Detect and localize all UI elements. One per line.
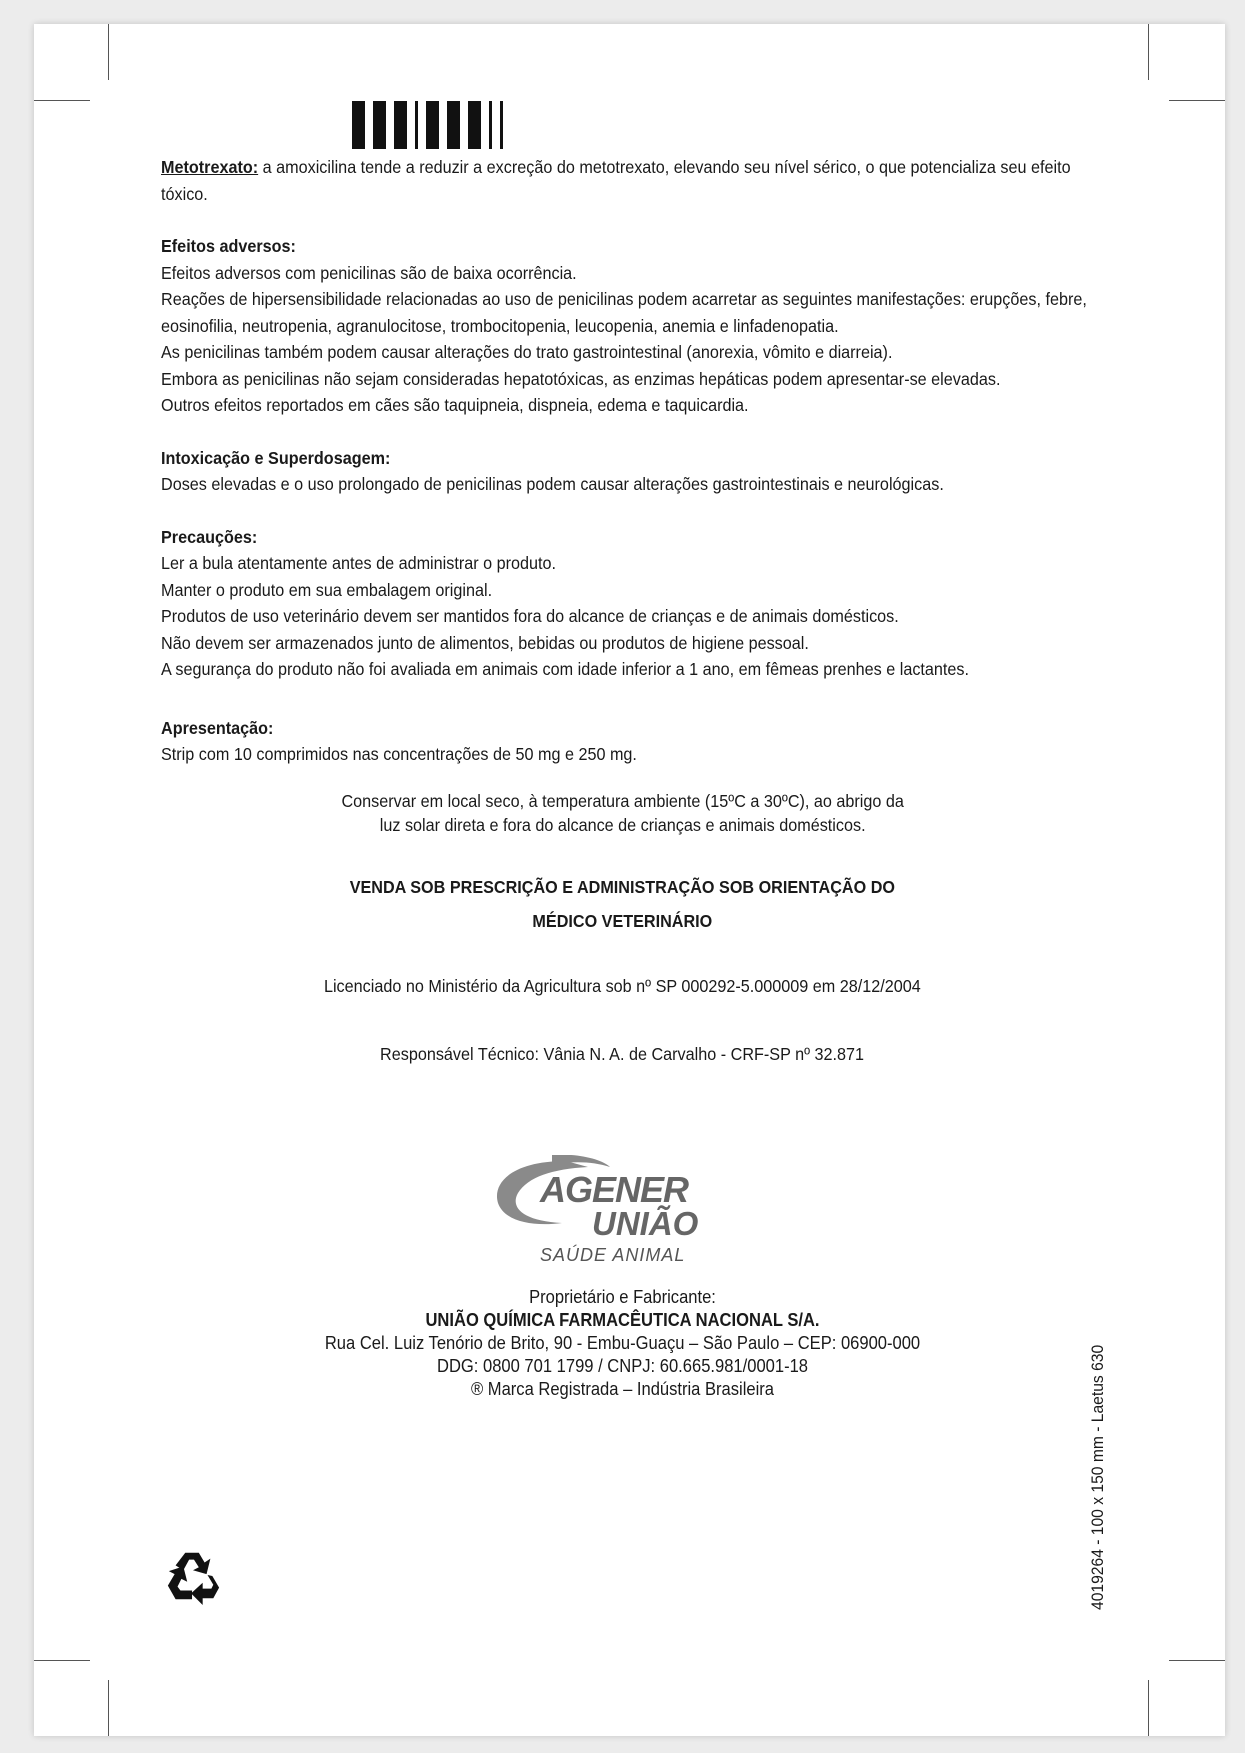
company-name: UNIÃO QUÍMICA FARMACÊUTICA NACIONAL S/A. (425, 1310, 820, 1330)
text-line: Não devem ser armazenados junto de alimentos, bebidas ou produtos de higiene pessoal. (161, 632, 809, 653)
crop-mark (1148, 24, 1149, 80)
print-spec-code: 4019264 - 100 x 150 mm - Laetus 630 (1088, 1344, 1107, 1610)
crop-mark (34, 1660, 90, 1661)
license-line: Licenciado no Ministério da Agricultura sob nº SP 000292-5.000009 em 28/12/2004 (324, 976, 921, 996)
logo-line-saude: SAÚDE ANIMAL (540, 1245, 686, 1265)
text-line: As penicilinas também podem causar alterações do trato gastrointestinal (anorexia, vômito e diarreia). (161, 342, 893, 362)
trademark-note: ® Marca Registrada – Indústria Brasileira (470, 1379, 775, 1399)
text-line: Doses elevadas e o uso prolongado de penicilinas podem causar alterações gastrointestinais e neurológicas. (161, 474, 944, 494)
metotrexato-label: Metotrexato: (161, 157, 259, 177)
text-line: A segurança do produto não foi avaliada em animais com idade inferior a 1 ano, em fêmeas prenhes e lactantes. (161, 659, 970, 679)
metotrexato-text-cont: tóxico. (161, 183, 208, 204)
crop-mark (108, 24, 109, 80)
text-line: Outros efeitos reportados em cães são taquipneia, dispneia, edema e taquicardia. (161, 395, 749, 415)
agener-uniao-logo (492, 1155, 742, 1267)
crop-mark (108, 1680, 109, 1736)
storage-line: Conservar em local seco, à temperatura ambiente (15ºC a 30ºC), ao abrigo da (341, 791, 904, 811)
text-line: Efeitos adversos com penicilinas são de baixa ocorrência. (161, 262, 577, 283)
text-line: Produtos de uso veterinário devem ser mantidos fora do alcance de crianças e de animais domésticos. (161, 606, 899, 626)
storage-line: luz solar direta e fora do alcance de crianças e animais domésticos. (379, 815, 866, 835)
leaflet-body (161, 154, 1099, 768)
logo-line-agener: AGENER (540, 1169, 689, 1210)
storage-note (0, 789, 1245, 837)
company-contact: DDG: 0800 701 1799 / CNPJ: 60.665.981/0001-18 (436, 1356, 809, 1376)
text-line: Ler a bula atentamente antes de administrar o produto. (161, 553, 557, 573)
prescription-notice (0, 870, 1245, 938)
crop-mark (1169, 100, 1225, 101)
metotrexato-text: a amoxicilina tende a reduzir a excreção do metotrexato, elevando seu nível sérico, o que potencializa seu efeito (258, 157, 1071, 177)
text-line: Embora as penicilinas não sejam consideradas hepatotóxicas, as enzimas hepáticas podem apresentar-se elevadas. (161, 368, 1001, 389)
text-line: eosinofilia, neutropenia, agranulocitose, trombocitopenia, leucopenia, anemia e linfadenopatia. (161, 315, 839, 336)
crop-mark (1148, 1680, 1149, 1736)
metotrexato-paragraph (161, 154, 1099, 181)
prescription-line: VENDA SOB PRESCRIÇÃO E ADMINISTRAÇÃO SOB ORIENTAÇÃO DO (349, 877, 896, 897)
section-heading: Apresentação: (161, 717, 274, 738)
text-line: Strip com 10 comprimidos nas concentrações de 50 mg e 250 mg. (161, 744, 637, 764)
text-line: Reações de hipersensibilidade relacionadas ao uso de penicilinas podem acarretar as seguintes manifestações: erupções, febre, (161, 289, 1087, 309)
company-address: Rua Cel. Luiz Tenório de Brito, 90 - Embu-Guaçu – São Paulo – CEP: 06900-000 (324, 1333, 921, 1353)
section-heading: Precauções: (161, 526, 258, 547)
text-line: Manter o produto em sua embalagem original. (161, 579, 493, 600)
technical-responsible: Responsável Técnico: Vânia N. A. de Carvalho - CRF-SP nº 32.871 (380, 1044, 865, 1064)
logo-line-uniao: UNIÃO (592, 1205, 699, 1242)
section-heading: Intoxicação e Superdosagem: (161, 447, 391, 468)
crop-mark (1169, 1660, 1225, 1661)
owner-label: Proprietário e Fabricante: (529, 1287, 716, 1307)
crop-mark (34, 100, 90, 101)
prescription-line: MÉDICO VETERINÁRIO (532, 911, 713, 931)
recycle-icon (164, 1547, 222, 1605)
manufacturer-info (0, 1286, 1245, 1401)
section-heading: Efeitos adversos: (161, 236, 296, 256)
